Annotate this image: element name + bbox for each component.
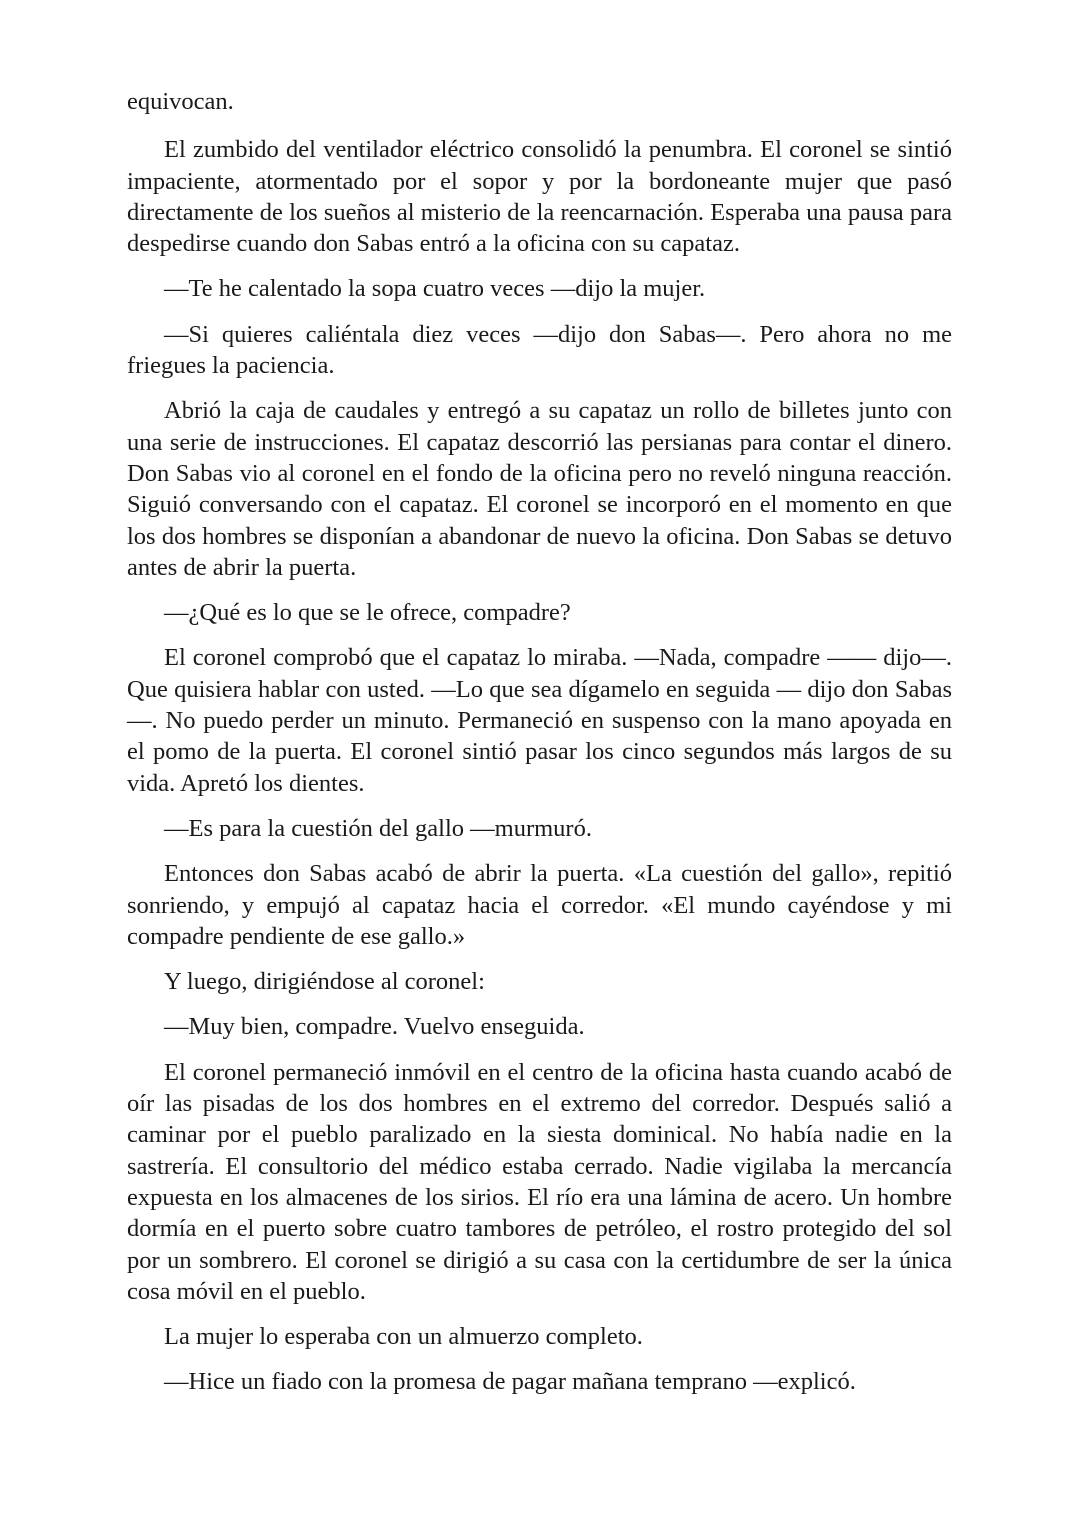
paragraph: —Hice un fiado con la promesa de pagar mañana temprano —explicó.: [164, 1368, 856, 1396]
paragraph: Y luego, dirigiéndose al coronel:: [164, 968, 485, 996]
paragraph: El coronel comprobó que el capataz lo miraba. —Nada, compadre —— dijo—. Que quisiera hablar con usted. —Lo que sea dígamelo en seguida — dijo don Sabas—. No puedo perder un minuto. Permaneció en suspenso con la mano apoyada en el pomo de la puerta. El coronel sintió pasar los cinco segundos más largos de su vida. Apretó los dientes.: [127, 644, 952, 797]
document-page: [127, 86, 952, 1412]
paragraph: Entonces don Sabas acabó de abrir la puerta. «La cuestión del gallo», repitió sonriendo, y empujó al capataz hacia el corredor. «El mundo cayéndose y mi compadre pendiente de ese gallo.»: [127, 860, 952, 950]
paragraph: El zumbido del ventilador eléctrico consolidó la penumbra. El coronel se sintió impaciente, atormentado por el sopor y por la bordoneante mujer que pasó directamente de los sueños al misterio de la reencarnación. Esperaba una pausa para despedirse cuando don Sabas entró a la oficina con su capataz.: [127, 136, 952, 258]
paragraph: —Si quieres caliéntala diez veces —dijo don Sabas—. Pero ahora no me friegues la paciencia.: [127, 320, 952, 380]
paragraph: Abrió la caja de caudales y entregó a su capataz un rollo de billetes junto con una serie de instrucciones. El capataz descorrió las persianas para contar el dinero. Don Sabas vio al coronel en el fondo de la oficina pero no reveló ninguna reacción. Siguió conversando con el capataz. El coronel se incorporó en el momento en que los dos hombres se disponían a abandonar de nuevo la oficina. Don Sabas se detuvo antes de abrir la puerta.: [127, 397, 952, 581]
paragraph: —Muy bien, compadre. Vuelvo enseguida.: [164, 1013, 585, 1041]
paragraph: equivocan.: [127, 88, 234, 115]
paragraph: —Es para la cuestión del gallo —murmuró.: [164, 814, 592, 842]
paragraph: La mujer lo esperaba con un almuerzo completo.: [164, 1323, 643, 1351]
paragraph: El coronel permaneció inmóvil en el centro de la oficina hasta cuando acabó de oír las pisadas de los dos hombres en el extremo del corredor. Después salió a caminar por el pueblo paralizado en la siesta dominical. No había nadie en la sastrería. El consultorio del médico estaba cerrado. Nadie vigilaba la mercancía expuesta en los almacenes de los sirios. El río era una lámina de acero. Un hombre dormía en el puerto sobre cuatro tambores de petróleo, el rostro protegido del sol por un sombrero. El coronel se dirigió a su casa con la certidumbre de ser la única cosa móvil en el pueblo.: [127, 1058, 952, 1305]
paragraph: —¿Qué es lo que se le ofrece, compadre?: [164, 599, 571, 627]
paragraph: —Te he calentado la sopa cuatro veces —dijo la mujer.: [164, 275, 706, 303]
